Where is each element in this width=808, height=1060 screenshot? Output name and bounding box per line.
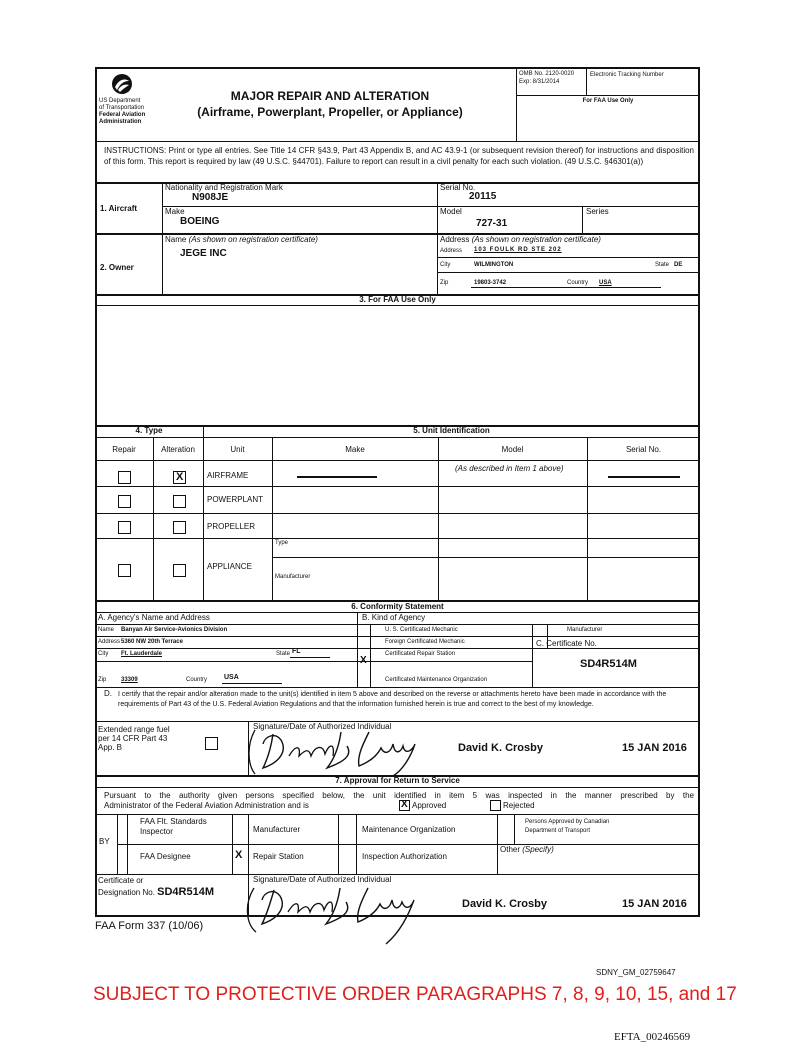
agency-country-value: USA	[224, 674, 239, 681]
inspection-authorization-label: Inspection Authorization	[362, 852, 447, 861]
approval-signature-label: Signature/Date of Authorized Individual	[253, 875, 392, 884]
tracking-label: Electronic Tracking Number	[590, 72, 664, 78]
approval-date: 15 JAN 2016	[622, 898, 687, 910]
ext-range-line2: per 14 CFR Part 43	[98, 734, 168, 743]
owner-address-sub-label: Address	[440, 248, 463, 254]
repair-station-label: Repair Station	[253, 852, 304, 861]
repair-station-approval-x: X	[235, 849, 243, 861]
statement-d-label: D.	[104, 689, 112, 698]
repair-appliance-checkbox[interactable]	[118, 564, 131, 577]
make-value: BOEING	[180, 216, 220, 227]
airframe-model-note: (As described in Item 1 above)	[455, 464, 564, 473]
conformity-signature-label: Signature/Date of Authorized Individual	[253, 722, 392, 731]
form-number: FAA Form 337 (10/06)	[95, 920, 204, 932]
ext-range-line3: App. B	[98, 743, 123, 752]
certificate-number-label: C. Certificate No.	[536, 639, 597, 648]
repair-propeller-checkbox[interactable]	[118, 521, 131, 534]
make-label: Make	[165, 207, 185, 216]
agency-label: A. Agency's Name and Address	[98, 613, 210, 622]
registration-label: Nationality and Registration Mark	[165, 183, 283, 192]
col-model: Model	[501, 445, 524, 454]
agency-zip-label: Zip	[98, 677, 107, 683]
unit-section-title: 5. Unit Identification	[413, 426, 490, 435]
approval-text-line1: Pursuant to the authority given persons specified below, the unit identified in item 5 was inspected in the manner prescribed by the	[104, 791, 694, 800]
dept-line2: of Transportation	[99, 105, 145, 111]
owner-state-value: DE	[674, 262, 683, 268]
approval-signer-name: David K. Crosby	[462, 898, 547, 910]
dept-line4: Administration	[99, 119, 142, 125]
col-make: Make	[345, 445, 365, 454]
owner-state-label: State	[655, 262, 670, 268]
owner-zip-label: Zip	[440, 280, 449, 286]
form-title: MAJOR REPAIR AND ALTERATION	[230, 89, 430, 103]
conformity-signature	[243, 722, 493, 778]
protective-order-notice: SUBJECT TO PROTECTIVE ORDER PARAGRAPHS 7, 8, 9, 10, 15, and 17	[93, 984, 737, 1005]
col-repair: Repair	[112, 445, 136, 454]
owner-name-value: JEGE INC	[180, 248, 227, 259]
approval-title: 7. Approval for Return to Service	[335, 776, 460, 785]
owner-name-label: Name (As shown on registration certificate)	[165, 235, 318, 244]
model-label: Model	[440, 207, 462, 216]
ext-range-line1: Extended range fuel	[98, 725, 170, 734]
kind-us-mechanic: U. S. Certificated Mechanic	[385, 627, 458, 633]
owner-address-label: Address (As shown on registration certificate)	[440, 235, 601, 244]
rejected-label: Rejected	[503, 801, 535, 810]
kind-foreign-mechanic: Foreign Certificated Mechanic	[385, 639, 465, 645]
serial-label: Serial No.	[440, 183, 476, 192]
unit-appliance: APPLIANCE	[207, 562, 252, 571]
agency-name-value: Banyan Air Service-Avionics Division	[121, 627, 228, 633]
serial-value: 20115	[469, 191, 497, 202]
aircraft-section-label: 1. Aircraft	[100, 204, 138, 213]
alteration-airframe-x: X	[176, 471, 184, 483]
owner-country-label: Country	[567, 280, 589, 286]
designation-label-2: Designation No. SD4R514M	[98, 886, 215, 898]
bates-number: SDNY_GM_02759647	[596, 968, 676, 977]
kind-maintenance-org: Certificated Maintenance Organization	[385, 677, 488, 683]
maintenance-org-label: Maintenance Organization	[362, 825, 456, 834]
appliance-type-label: Type	[275, 540, 289, 546]
faa-use-only-label: For FAA Use Only	[582, 98, 634, 104]
agency-country-label: Country	[186, 677, 208, 683]
unit-powerplant: POWERPLANT	[207, 495, 264, 504]
agency-state-value: FL	[292, 648, 301, 655]
ext-range-checkbox[interactable]	[205, 737, 218, 750]
col-alteration: Alteration	[161, 445, 195, 454]
form-subtitle: (Airframe, Powerplant, Propeller, or Appliance)	[197, 105, 463, 119]
faa-use-area[interactable]	[96, 306, 699, 424]
canadian-label-1: Persons Approved by Canadian	[525, 819, 610, 825]
kind-repair-station: Certificated Repair Station	[385, 651, 456, 657]
repair-powerplant-checkbox[interactable]	[118, 495, 131, 508]
by-label: BY	[99, 837, 110, 846]
agency-zip-value: 33309	[121, 677, 138, 683]
dot-logo	[111, 73, 133, 95]
series-label: Series	[586, 207, 609, 216]
alteration-powerplant-checkbox[interactable]	[173, 495, 186, 508]
owner-country-value: USA	[599, 280, 612, 286]
agency-name-label: Name	[98, 627, 115, 633]
agency-state-label: State	[276, 651, 291, 657]
dot-logo-icon	[111, 73, 133, 95]
col-unit: Unit	[230, 445, 245, 454]
approval-signature	[240, 876, 490, 948]
agency-address-value: 5360 NW 20th Terrace	[121, 639, 183, 645]
type-section-title: 4. Type	[135, 426, 163, 435]
dept-line1: US Department	[99, 98, 141, 104]
alteration-appliance-checkbox[interactable]	[173, 564, 186, 577]
agency-address-label: Address	[98, 639, 121, 645]
appliance-manufacturer-label: Manufacturer	[275, 574, 311, 580]
faa-use-section-title: 3. For FAA Use Only	[359, 295, 436, 304]
omb-expiration: Exp: 8/31/2014	[519, 79, 560, 85]
kind-label: B. Kind of Agency	[362, 613, 426, 622]
conformity-signer-name: David K. Crosby	[458, 742, 543, 754]
faa-flt-inspector-label: Inspector	[140, 827, 173, 836]
efta-number: EFTA_00246569	[614, 1031, 691, 1043]
unit-airframe: AIRFRAME	[207, 471, 249, 480]
faa-flt-standards-label: FAA Flt. Standards	[140, 817, 207, 826]
canadian-label-2: Department of Transport	[525, 828, 591, 834]
conformity-statement: I certify that the repair and/or alteration made to the unit(s) identified in item 5 above and described on the reverse or attachments hereto have been made in accordance with the requirements of Part 43 of the U.S. Federal Aviation Regulations and that the information furnished herein is true and correct to the best of my knowledge.	[118, 691, 667, 708]
agency-city-value: Ft. Lauderdale	[121, 651, 163, 657]
other-label: Other (Specify)	[500, 845, 554, 854]
conformity-title: 6. Conformity Statement	[351, 602, 444, 611]
owner-zip-value: 19803-3742	[474, 280, 507, 286]
instructions: INSTRUCTIONS: Print or type all entries. See Title 14 CFR §43.9, Part 43 Appendix B, and AC 43.9-1 (or subsequent revision thereof) for instructions and disposition of this form. This report is required by law (49 U.S.C. §44701). Failure to report can result in a civil penalty for each such violation. (49 U.S.C. §46301(a))	[104, 146, 694, 166]
conformity-date: 15 JAN 2016	[622, 742, 687, 754]
repair-station-x: X	[360, 655, 367, 666]
alteration-propeller-checkbox[interactable]	[173, 521, 186, 534]
owner-address-value: 103 FOULK RD STE 202	[474, 247, 562, 253]
owner-section-label: 2. Owner	[100, 263, 134, 272]
certificate-number-value: SD4R514M	[580, 658, 637, 670]
form-frame	[95, 67, 700, 917]
owner-city-label: City	[440, 262, 451, 268]
kind-manufacturer: Manufacturer	[567, 627, 603, 633]
agency-city-label: City	[98, 651, 109, 657]
approval-manufacturer-label: Manufacturer	[253, 825, 301, 834]
owner-city-value: WILMINGTON	[474, 262, 514, 268]
rejected-checkbox[interactable]	[490, 800, 501, 811]
approval-text-line2: Administrator of the Federal Aviation Administration and is	[104, 801, 309, 810]
registration-value: N908JE	[192, 192, 229, 203]
designation-label-1: Certificate or	[98, 876, 144, 885]
repair-airframe-checkbox[interactable]	[118, 471, 131, 484]
faa-designee-label: FAA Designee	[140, 852, 191, 861]
approved-label: Approved	[412, 801, 447, 810]
approved-x: X	[401, 799, 408, 810]
unit-propeller: PROPELLER	[207, 522, 256, 531]
col-serial: Serial No.	[625, 445, 662, 454]
dept-line3: Federal Aviation	[99, 112, 146, 118]
model-value: 727-31	[476, 218, 508, 229]
omb-number: OMB No. 2120-0020	[519, 71, 575, 77]
